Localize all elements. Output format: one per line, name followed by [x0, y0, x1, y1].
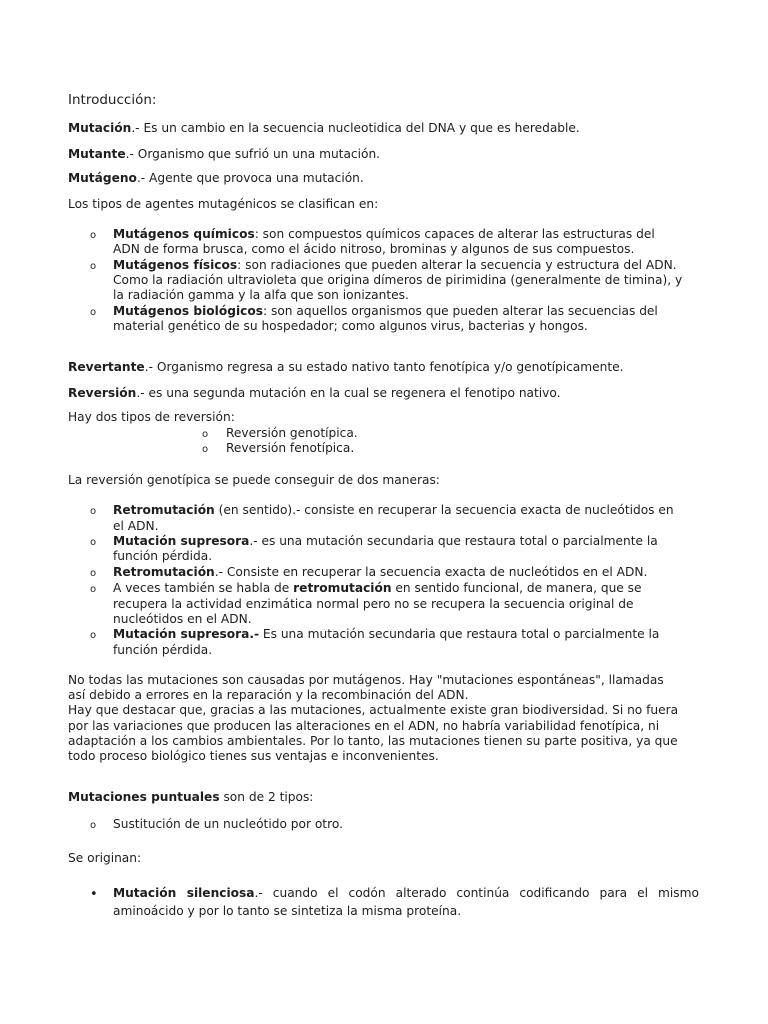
maneras-intro: La reversión genotípica se puede conseguir de dos maneras: [68, 473, 440, 487]
list-bullet: o [90, 820, 97, 831]
term: Mutante [68, 147, 126, 161]
paragraph-line: todo proceso biológico tienes sus ventajas e inconvenientes. [68, 749, 439, 763]
list-bullet: o [90, 261, 97, 272]
term: retromutación [293, 581, 392, 595]
list-item-fisicos [113, 258, 677, 273]
definition-mutante [68, 147, 380, 162]
list-text: (en sentido).- consiste en recuperar la secuencia exacta de nucleótidos en [214, 503, 674, 517]
definition-mutageno [68, 171, 364, 186]
list-text: A veces también se habla de [113, 581, 294, 595]
puntuales-intro [68, 790, 313, 805]
term: Mutágenos físicos [113, 258, 238, 272]
term: Mutación supresora [113, 534, 250, 548]
list-bullet: • [90, 887, 98, 902]
paragraph-line: por las variaciones que producen las alteraciones en el ADN, no habría variabilidad fenotípica, ni [68, 719, 660, 733]
paragraph-line: Hay que destacar que, gracias a las mutaciones, actualmente existe gran biodiversidad. Si no fuera [68, 703, 679, 717]
list-item-retromutacion [113, 503, 674, 518]
definition-mutacion [68, 121, 580, 136]
list-bullet: o [90, 584, 97, 595]
list-item-continuation: función pérdida. [113, 549, 213, 563]
tipos-intro: Los tipos de agentes mutagénicos se clasifican en: [68, 197, 379, 211]
section-heading: Introducción: [68, 92, 157, 108]
list-item-continuation: material genético de su hospedador; como algunos virus, bacterias y hongos. [113, 319, 588, 333]
list-item-silenciosa [113, 886, 699, 901]
definition-text: .- Es un cambio en la secuencia nucleotidica del DNA y que es heredable. [131, 121, 580, 135]
list-text: .- es una mutación secundaria que restaura total o parcialmente la [249, 534, 658, 548]
list-item-continuation: aminoácido y por lo tanto se sintetiza la misma proteína. [113, 904, 462, 918]
list-text: : son compuestos químicos capaces de alterar las estructuras del [254, 227, 655, 241]
list-text: Es una mutación secundaria que restaura total o parcialmente la [259, 627, 660, 641]
list-bullet: o [202, 429, 209, 440]
list-bullet: o [202, 444, 209, 455]
list-item-supresora-2 [113, 627, 659, 642]
list-item-sustitucion: Sustitución de un nucleótido por otro. [113, 817, 343, 831]
list-bullet: o [90, 230, 97, 241]
list-item-continuation: ADN de forma brusca, como el ácido nitroso, brominas y algunos de sus compuestos. [113, 242, 635, 256]
term: Mutaciones puntuales [68, 790, 220, 804]
term: Revertante [68, 360, 145, 374]
list-bullet: o [90, 506, 97, 517]
list-item-continuation: la radiación gamma y la alfa que son ionizantes. [113, 288, 409, 302]
list-text: .- cuando el codón alterado continúa codificando para el mismo [254, 886, 699, 900]
list-item-fenotipica: Reversión fenotípica. [226, 441, 355, 455]
definition-text: .- Organismo regresa a su estado nativo tanto fenotípica y/o genotípicamente. [144, 360, 624, 374]
definition-text: .- es una segunda mutación en la cual se regenera el fenotipo nativo. [136, 386, 561, 400]
term: Mutación [68, 121, 132, 135]
definition-revertante [68, 360, 624, 375]
list-item-genotipica: Reversión genotípica. [226, 426, 358, 440]
list-text: : son radiaciones que pueden alterar la secuencia y estructura del ADN. [237, 258, 677, 272]
definition-text: .- Organismo que sufrió un una mutación. [125, 147, 381, 161]
term: Retromutación [113, 565, 215, 579]
list-item-continuation: nucleótidos en el ADN. [113, 612, 252, 626]
term: Retromutación [113, 503, 215, 517]
term: Mutación supresora.- [113, 627, 260, 641]
list-text: .- Consiste en recuperar la secuencia exacta de nucleótidos en el ADN. [214, 565, 648, 579]
definition-text: .- Agente que provoca una mutación. [136, 171, 364, 185]
se-originan: Se originan: [68, 851, 142, 865]
list-bullet: o [90, 307, 97, 318]
list-item-funcional [113, 581, 642, 596]
list-item-quimicos [113, 227, 655, 242]
list-bullet: o [90, 537, 97, 548]
list-item-retromutacion-2 [113, 565, 647, 580]
list-text: : son aquellos organismos que pueden alterar las secuencias del [262, 304, 658, 318]
list-item-continuation: función pérdida. [113, 643, 213, 657]
term: Mutágenos químicos [113, 227, 255, 241]
term: Mutágenos biológicos [113, 304, 263, 318]
paragraph-line: adaptación a los cambios ambientales. Por lo tanto, las mutaciones tienen su parte positiva, ya que [68, 734, 678, 748]
term: Reversión [68, 386, 137, 400]
list-item-continuation: el ADN. [113, 519, 159, 533]
definition-reversion [68, 386, 561, 401]
list-item-continuation: recupera la actividad enzimática normal pero no se recupera la secuencia original de [113, 597, 634, 611]
list-item-biologicos [113, 304, 658, 319]
list-text: en sentido funcional, de manera, que se [391, 581, 642, 595]
definition-text: son de 2 tipos: [219, 790, 314, 804]
paragraph-line: así debido a errores en la reparación y la recombinación del ADN. [68, 688, 469, 702]
list-item-continuation: Como la radiación ultravioleta que origina dímeros de pirimidina (generalmente de timina), y [113, 273, 683, 287]
paragraph-line: No todas las mutaciones son causadas por mutágenos. Hay "mutaciones espontáneas", llamadas [68, 673, 664, 687]
term: Mutación silenciosa [113, 886, 255, 900]
tipos-reversion: Hay dos tipos de reversión: [68, 410, 235, 424]
list-bullet: o [90, 630, 97, 641]
term: Mutágeno [68, 171, 137, 185]
list-bullet: o [90, 568, 97, 579]
list-item-supresora [113, 534, 658, 549]
